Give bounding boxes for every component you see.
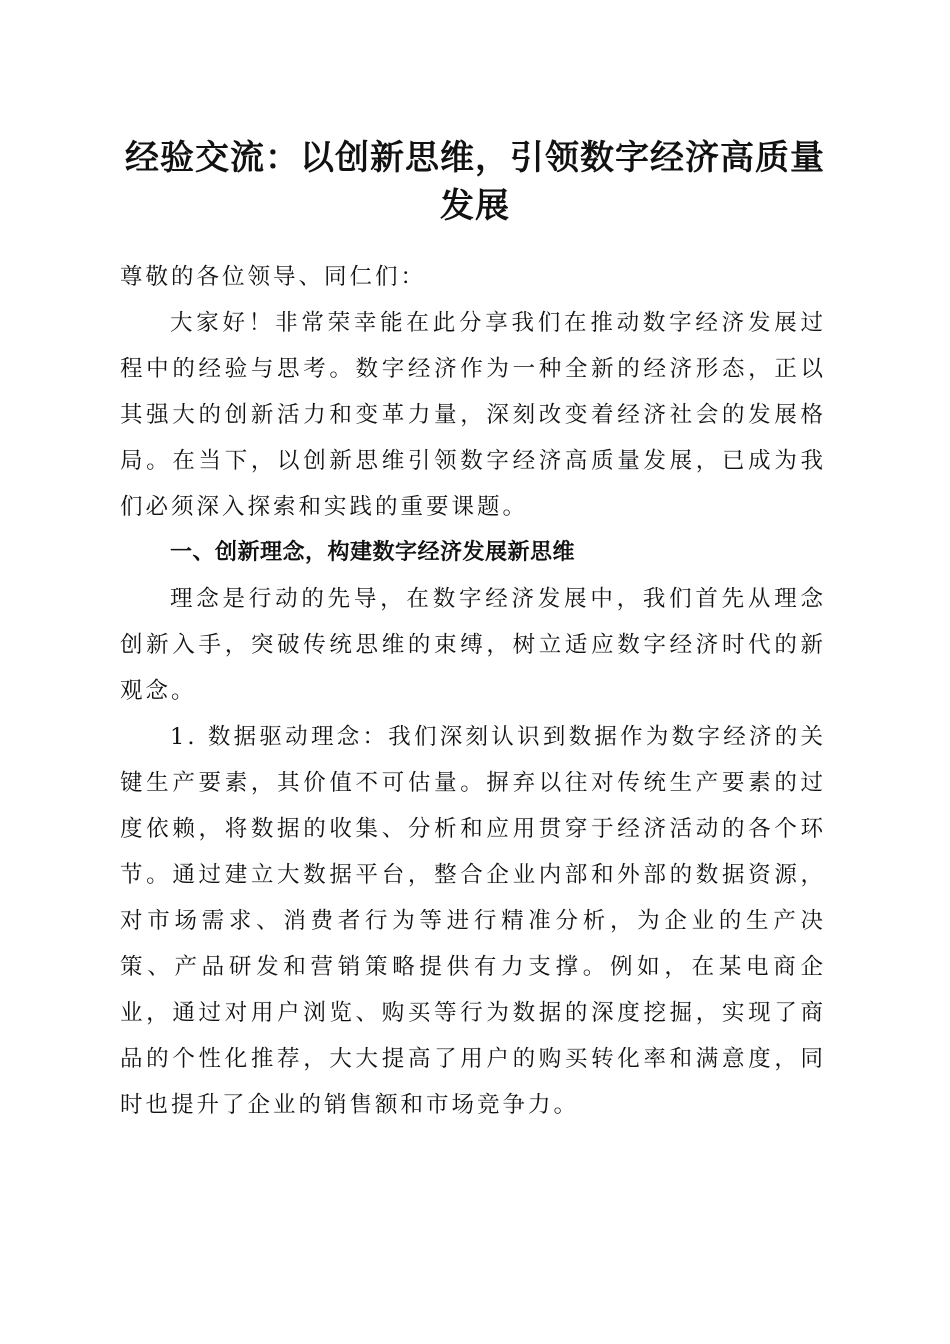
- salutation: 尊敬的各位领导、同仁们：: [120, 264, 427, 290]
- opening-paragraph: 大家好！非常荣幸能在此分享我们在推动数字经济发展过程中的经验与思考。数字经济作为一种全新的经济形态，正以其强大的创新活力和变革力量，深刻改变着经济社会的发展格局。在当下，以创新思维引领数字经济高质量发展，已成为我们必须深入探索和实践的重要课题。: [120, 310, 826, 520]
- section-intro-paragraph: 理念是行动的先导，在数字经济发展中，我们首先从理念创新入手，突破传统思维的束缚，树立适应数字经济时代的新观念。: [120, 586, 826, 704]
- document-title: 经验交流：以创新思维，引领数字经济高质量发展: [125, 138, 825, 226]
- document-body: [120, 254, 826, 1128]
- point-paragraph: 1. 数据驱动理念：我们深刻认识到数据作为数字经济的关键生产要素，其价值不可估量。摒弃以往对传统生产要素的过度依赖，将数据的收集、分析和应用贯穿于经济活动的各个环节。通过建立大数据平台，整合企业内部和外部的数据资源，对市场需求、消费者行为等进行精准分析，为企业的生产决策、产品研发和营销策略提供有力支撑。例如，在某电商企业，通过对用户浏览、购买等行为数据的深度挖掘，实现了商品的个性化推荐，大大提高了用户的购买转化率和满意度，同时也提升了企业的销售额和市场竞争力。: [120, 724, 826, 1118]
- section-heading: 一、创新理念，构建数字经济发展新思维: [170, 540, 576, 565]
